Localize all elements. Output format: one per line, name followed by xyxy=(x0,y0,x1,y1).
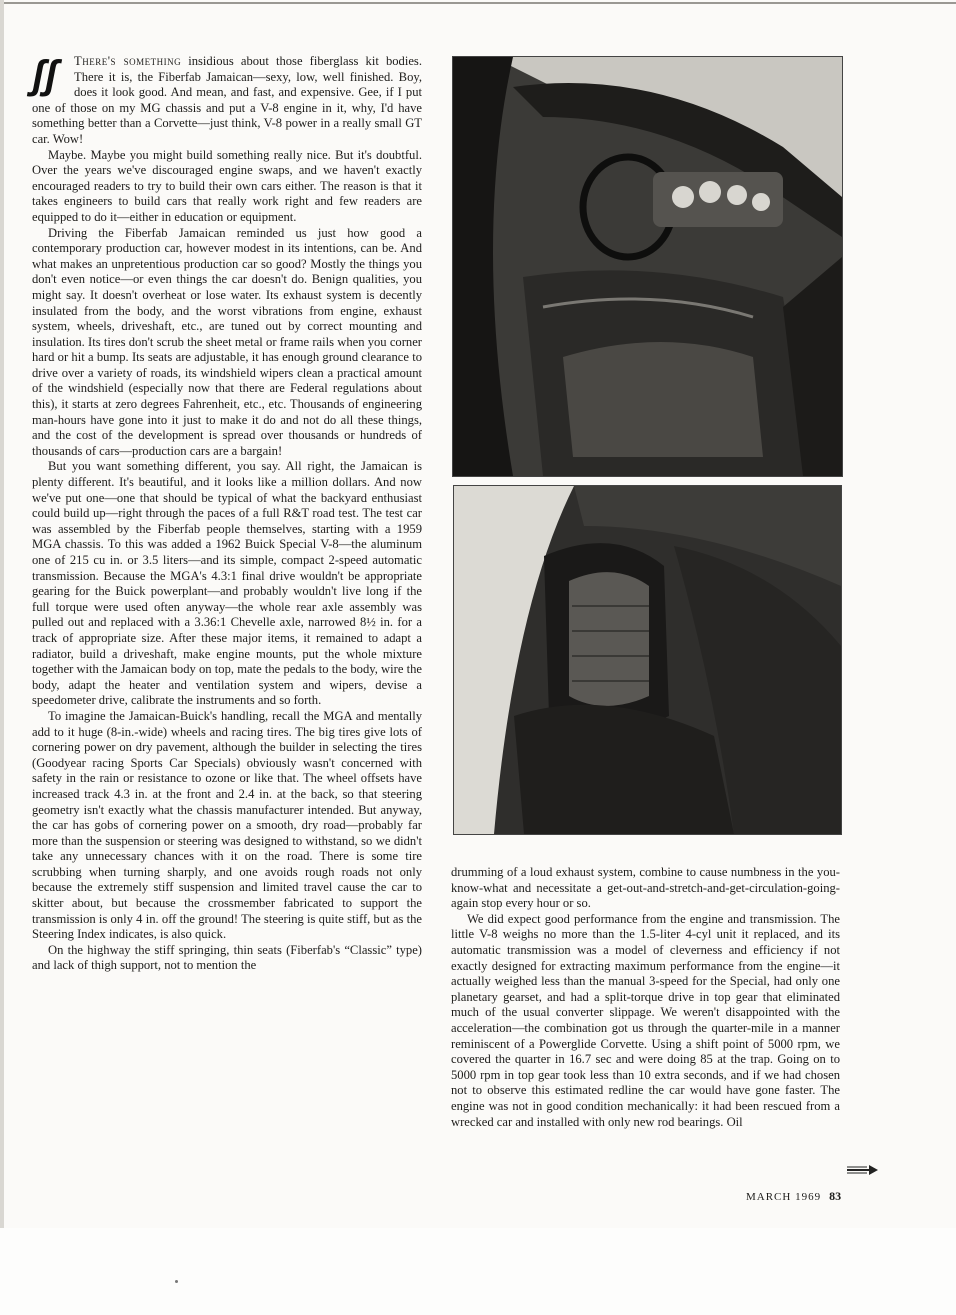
left-text-column xyxy=(32,54,422,974)
scan-speck xyxy=(175,1280,178,1283)
body-paragraph: On the highway the stiff springing, thin seats (Fiberfab's “Classic” type) and lack of thigh support, not to mention the xyxy=(32,942,422,973)
body-paragraph: Maybe. Maybe you might build something really nice. But it's doubtful. Over the years we've discouraged engine swaps, and we haven't exactly encouraged readers to try to build their own cars either. The reason is that it takes engineers to build cars that really work right and few readers are equipped to do it—either in education or equipment. xyxy=(32,147,422,224)
opening-text: insidious about those fiberglass kit bodies. There it is, the Fiberfab Jamaican—sexy, low, well finished. Boy, does it look good. And mean, and fast, and expensive. Gee, if I put one of those on my MG chassis and put a V-8 engine in it, why, I'd have something better than a Corvette—just think, V-8 power in a really small GT car. Wow! xyxy=(32,54,422,146)
page-top-edge xyxy=(4,2,956,4)
seat-photo xyxy=(453,485,842,835)
page-number: 83 xyxy=(829,1189,842,1203)
scan-margin xyxy=(0,1228,956,1315)
issue-date: MARCH 1969 xyxy=(746,1191,822,1203)
body-paragraph: drumming of a loud exhaust system, combine to cause numbness in the you-know-what and necessitate a get-out-and-stretch-and-get-circulation-going-again stop every hour or so. xyxy=(451,865,840,911)
body-paragraph: To imagine the Jamaican-Buick's handling, recall the MGA and mentally add to it huge (8-in.-wide) wheels and racing tires. The big tires give lots of cornering power on dry pavement, although the builder in selecting the tires (Goodyear racing Sports Car Specials) obviously wasn't concerned with safety in the rain or resistance to ozone or like that. The wheel offsets have increased track 4.3 in. at the front and 2.4 in. at the back, so that steering geometry isn't exactly what the chassis manufacturer intended. But anyway, the car has gobs of cornering power on a smooth, dry road—probably far more than the suspension or steering was designed to withstand, so we didn't take any unnecessary chances with it on the road. There is some tire scrubbing when turning sharply, and one avoids rough roads not only because the extremely stiff suspension and limited travel cause the car to skitter about, but because the crossmember fabricated to support the transmission is only 4 in. off the ground! The steering is quite stiff, but as the Steering Index indicates, is also quick. xyxy=(32,708,422,942)
cockpit-photo xyxy=(452,56,843,477)
lead-in: There's something xyxy=(74,54,182,68)
body-paragraph: Driving the Fiberfab Jamaican reminded us just how good a contemporary production car, however modest in its intentions, can be. And what makes an unpretentious production car so good? Mostly the things you don't even notice—or even things the car doesn't do. Benign qualities, you might say. It doesn't overheat or lose water. Its exhaust system is decently insulated from the body, and the worst vibrations from engine, exhaust system, wheels, driveshaft, etc., are tuned out by correct mounting and insulation. Its tires don't scrub the sheet metal or frame rails when you corner hard or hit a bump. Its seats are adjustable, it has enough ground clearance to drive over a variety of roads, its windshield wipers clean a practical amount of the windshield (especially now that there are Federal regulations about this), it starts at zero degrees Fahrenheit, etc., etc. Thousands of engineering man-hours have gone into it just to make it do and not do all these things, and the cost of the development is spread over thousands or hundreds of thousands of cars—production cars are a bargain! xyxy=(32,225,422,458)
magazine-page xyxy=(4,0,956,1228)
page-footer xyxy=(746,1189,841,1204)
right-text-column xyxy=(451,865,840,1130)
continue-arrow-icon xyxy=(847,1164,879,1176)
initial-logo-mark: ʃʃ xyxy=(32,53,58,97)
opening-paragraph xyxy=(32,54,422,148)
body-paragraph: But you want something different, you say. All right, the Jamaican is plenty different. It's beautiful, and it looks like a million dollars. And now we've put one—one that should be typical of what the backyard enthusiast could build up—right through the paces of a full R&T road test. The test car was assembled by the Fiberfab people themselves, starting with a 1959 MGA chassis. To this was added a 1962 Buick Special V-8—the aluminum one of 215 cu in. or 3.5 liters—and its simple, compact 2-speed automatic transmission. Because the MGA's 4.3:1 final drive wouldn't be appropriate gearing for the Buick powerplant—and probably wouldn't live long if the full torque were used often anyway—the whole rear axle assembly was pulled out and replaced with a 3.36:1 Chevelle axle, narrowed 8½ in. for a track of appropriate size. After these major items, it remained to adapt a radiator, build a driveshaft, make engine mounts, put the whole mixture together with the Jamaican body on top, mate the pedals to the body, wire the body, adapt the heater and ventilation system and wipers, devise a speedometer drive, calibrate the instruments and so forth. xyxy=(32,459,422,708)
body-paragraph: We did expect good performance from the engine and transmission. The little V-8 weighs no more than the 1.5-liter 4-cyl unit it replaced, and its automatic transmission was a model of cleverness and efficiency if not exactly designed for extracting maximum performance from the engine—it actually weighed less than the manual 3-speed for the Special, had only one planetary gearset, and had a split-torque drive in top gear that eliminated much of the usual converter slippage. We weren't disappointed with the acceleration—the combination got us through the quarter-mile in a manner reminiscent of a Powerglide Corvette. Using a shift point of 5000 rpm, we covered the quarter in 16.7 sec and were doing 85 at the trap. Going on to 5000 rpm in top gear took less than 10 extra seconds, and if we had chosen not to observe this estimated redline the car would have gone faster. The engine was not in good condition mechanically: it had been rescued from a wrecked car and installed with only new rod bearings. Oil xyxy=(451,911,840,1129)
